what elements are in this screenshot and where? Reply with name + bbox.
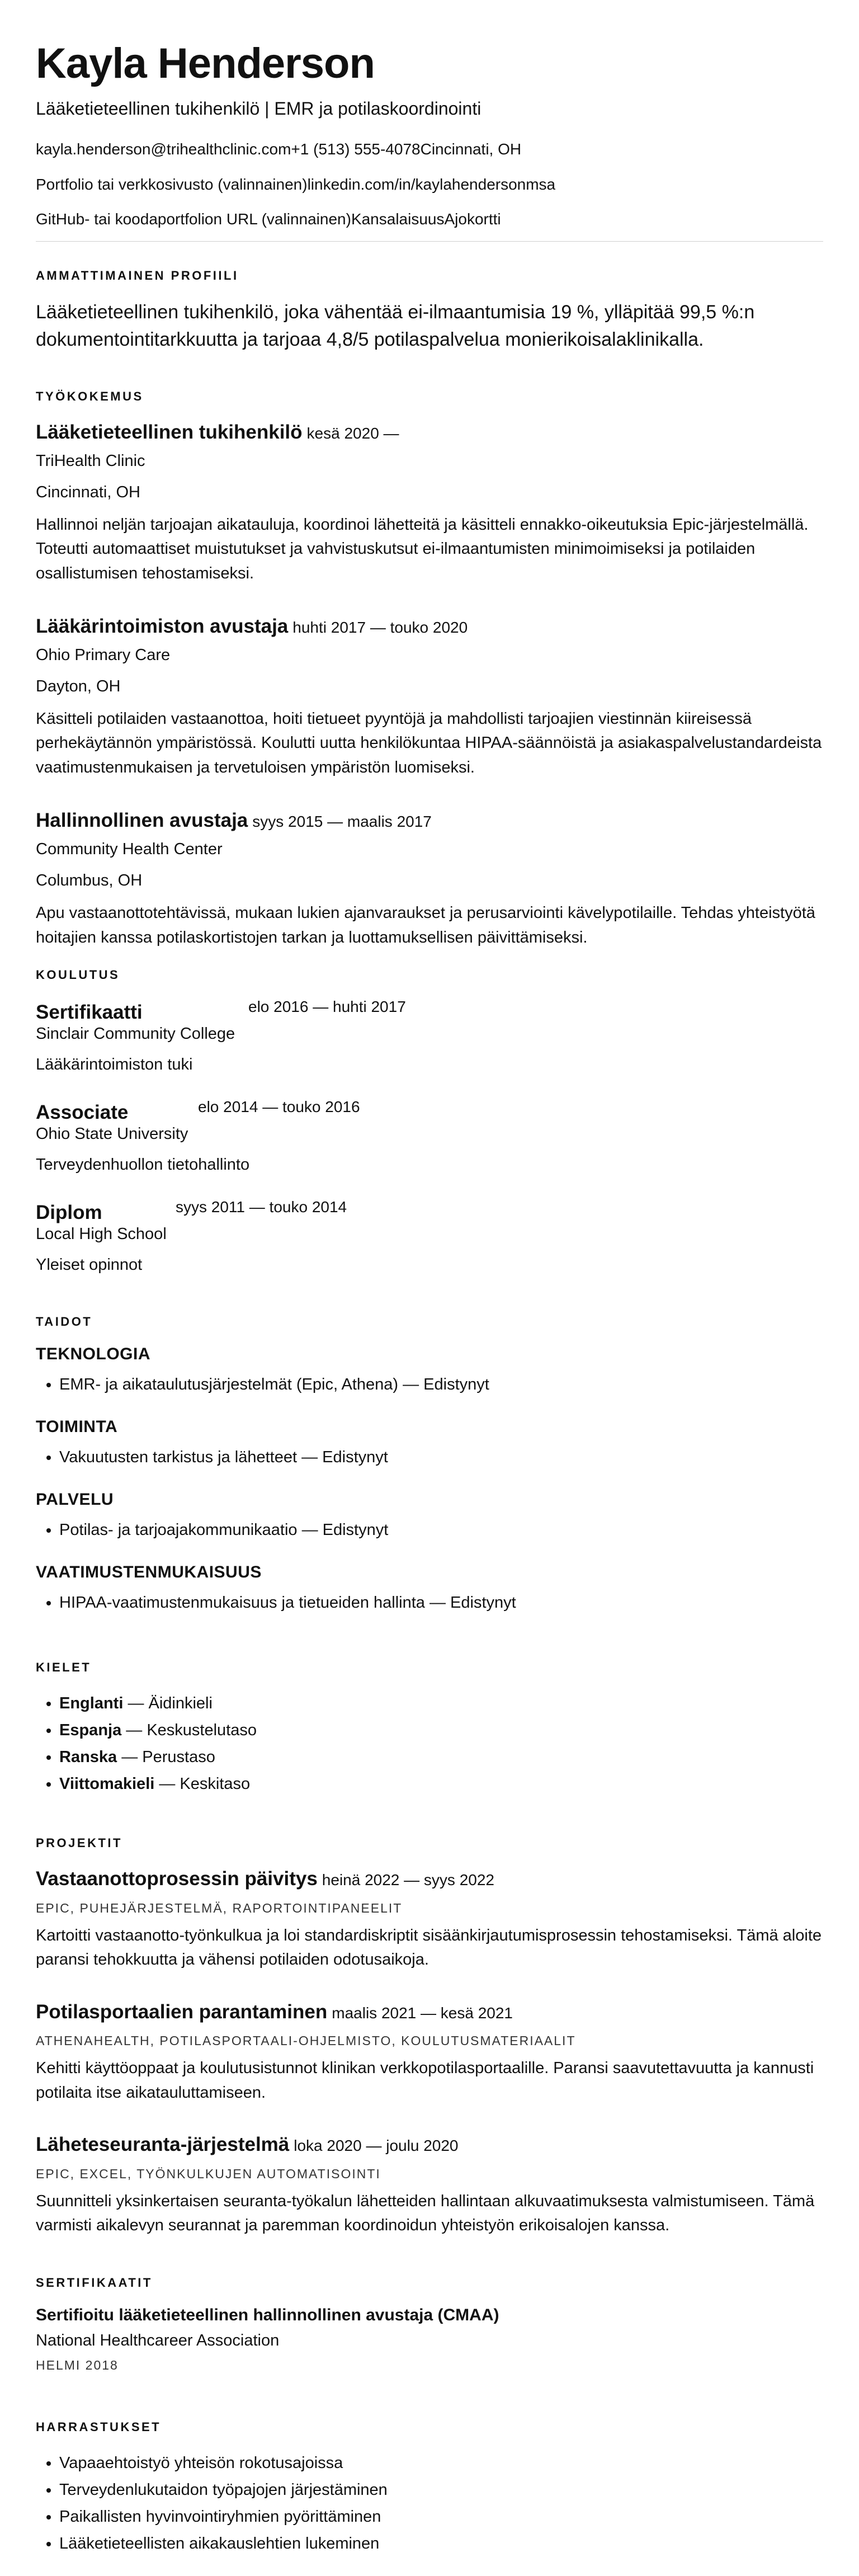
language-level: — Keskustelutaso (121, 1721, 257, 1739)
certification-name: Sertifioitu lääketieteellinen hallinnollinen avustaja (CMAA) (36, 2306, 499, 2324)
skill-list (36, 1590, 823, 1617)
contact-email[interactable]: kayla.henderson@trihealthclinic.com (36, 140, 291, 158)
skill-item: • Vakuutusten tarkistus ja lähetteet — Edistynyt (59, 1444, 823, 1471)
project-tech: EPIC, PUHEJÄRJESTELMÄ, RAPORTOINTIPANEELIT (36, 1900, 403, 1915)
job-company: TriHealth Clinic (36, 451, 145, 470)
education-school: Local High School (36, 1225, 167, 1244)
section-title: TAIDOT (36, 1315, 93, 1329)
contact-drivers-license: Ajokortti (444, 210, 501, 228)
interest-item: • Paikallisten hyvinvointiryhmien pyörittäminen (59, 2504, 823, 2531)
profile-section (36, 269, 823, 354)
language-level: — Äidinkieli (123, 1694, 213, 1712)
section-title: SERTIFIKAATIT (36, 2276, 153, 2290)
project-tech: EPIC, EXCEL, TYÖNKULKUJEN AUTOMATISOINTI (36, 2166, 381, 2181)
language-item (59, 1744, 823, 1771)
job-entry (36, 420, 823, 586)
skill-category: TOIMINTA (36, 1417, 118, 1436)
language-name: Ranska (59, 1748, 117, 1766)
job-title: Lääkärintoimiston avustaja (36, 615, 289, 638)
contact-phone[interactable]: +1 (513) 555-4078 (291, 140, 421, 158)
job-dates: huhti 2017 — touko 2020 (292, 619, 468, 637)
education-field: Yleiset opinnot (36, 1255, 143, 1274)
section-title: TYÖKOKEMUS (36, 389, 144, 403)
experience-section (36, 389, 823, 950)
skill-category: VAATIMUSTENMUKAISUUS (36, 1562, 262, 1581)
project-description: Kartoitti vastaanotto-työnkulkua ja loi standardiskriptit sisäänkirjautumisprosessin tehostamiseksi. Tämä aloite paransi tehokkuutta ja vähensi potilaiden odotusaikoja. (36, 1926, 822, 1969)
project-description: Suunnitteli yksinkertaisen seuranta-työkalun lähetteiden hallintaan alkuvaatimuksesta valmistumiseen. Tämä varmisti aikalevyn seurannat ja paremman koordinoidun yhteistyön erikoisalojen kanssa. (36, 2192, 815, 2234)
skill-category: TEKNOLOGIA (36, 1345, 150, 1363)
projects-section (36, 1836, 823, 2265)
project-title: Läheteseuranta-järjestelmä (36, 2134, 290, 2155)
interest-item: • Lääketieteellisten aikakauslehtien lukeminen (59, 2531, 823, 2558)
language-list (36, 1690, 823, 1797)
skill-list (36, 1444, 823, 1471)
skill-list (36, 1372, 823, 1398)
contact-location: Cincinnati, OH (420, 140, 522, 158)
contact-line-2 (36, 175, 823, 195)
job-dates: syys 2015 — maalis 2017 (252, 813, 432, 831)
language-item (59, 1717, 823, 1744)
certifications-section (36, 2276, 823, 2373)
job-title: Lääketieteellinen tukihenkilö (36, 421, 303, 443)
contact-line-3 (36, 209, 823, 229)
certification-date: HELMI 2018 (36, 2358, 119, 2372)
interest-item: • Terveydenlukutaidon työpajojen järjestäminen (59, 2477, 823, 2504)
project-title: Potilasportaalien parantaminen (36, 2000, 328, 2023)
contact-line-1 (36, 139, 823, 159)
language-item (59, 1690, 823, 1717)
contact-github[interactable]: GitHub- tai koodaportfolion URL (valinnainen) (36, 210, 351, 228)
job-description: Hallinnoi neljän tarjoajan aikatauluja, koordinoi lähetteitä ja käsitteli ennakko-oikeutuksia Epic-järjestelmällä. Toteutti automaattiset muistutukset ja vahvistuskutsut ei-ilmaantumisten minimoimiseksi ja potilaiden osallistumisen tehostamiseksi. (36, 515, 809, 582)
skill-item: • EMR- ja aikataulutusjärjestelmät (Epic, Athena) — Edistynyt (59, 1372, 823, 1398)
skill-item: • Potilas- ja tarjoajakommunikaatio — Edistynyt (59, 1517, 823, 1544)
header-divider (36, 241, 823, 242)
resume-header (36, 41, 823, 242)
education-dates: elo 2016 — huhti 2017 (248, 998, 406, 1015)
education-section (36, 968, 823, 1299)
education-field: Terveydenhuollon tietohallinto (36, 1155, 250, 1174)
education-dates: syys 2011 — touko 2014 (176, 1198, 347, 1216)
interests-section (36, 2420, 823, 2576)
education-entry (36, 1198, 823, 1276)
job-entry (36, 808, 823, 950)
project-dates: heinä 2022 — syys 2022 (322, 1871, 495, 1889)
language-name: Englanti (59, 1694, 124, 1712)
section-title: PROJEKTIT (36, 1836, 122, 1850)
job-location: Dayton, OH (36, 677, 121, 696)
interest-item: • Vapaaehtoistyö yhteisön rokotusajoissa (59, 2450, 823, 2477)
headline: Lääketieteellinen tukihenkilö | EMR ja potilaskoordinointi (36, 98, 482, 119)
job-title: Hallinnollinen avustaja (36, 809, 248, 832)
education-dates: elo 2014 — touko 2016 (198, 1098, 360, 1116)
certification-issuer: National Healthcareer Association (36, 2332, 280, 2349)
education-degree: Sertifikaatti (36, 1001, 143, 1023)
education-entry (36, 998, 823, 1076)
candidate-name: Kayla Henderson (36, 40, 375, 87)
project-entry (36, 2132, 823, 2238)
education-school: Sinclair Community College (36, 1025, 235, 1043)
education-degree: Diplom (36, 1202, 102, 1224)
language-name: Viittomakieli (59, 1774, 155, 1793)
project-title: Vastaanottoprosessin päivitys (36, 1868, 318, 1890)
project-entry (36, 1999, 823, 2106)
job-description: Käsitteli potilaiden vastaanottoa, hoiti tietueet pyyntöjä ja mahdollisti tarjoajien viestinnän kiireisessä perhekäytännön ympäristössä. Koulutti uutta henkilökuntaa HIPAA-säännöistä ja asiakaspalvelustandardeista vaatimustenmukaisen ja tervetuloisen ympäristön luomiseksi. (36, 709, 822, 776)
job-description: Apu vastaanottotehtävissä, mukaan lukien ajanvaraukset ja perusarviointi kävelypotilaille. Tehdas yhteistyötä hoitajien kanssa potilaskortistojen tarkan ja luottamuksellisen päivittämiseksi. (36, 904, 815, 946)
education-school: Ohio State University (36, 1125, 188, 1143)
project-entry (36, 1866, 823, 1972)
job-location: Columbus, OH (36, 872, 143, 890)
section-title: HARRASTUKSET (36, 2420, 162, 2434)
job-company: Community Health Center (36, 840, 223, 858)
project-dates: loka 2020 — joulu 2020 (294, 2137, 459, 2154)
education-degree: Associate (36, 1101, 129, 1124)
job-entry (36, 614, 823, 780)
interest-list (36, 2450, 823, 2557)
job-dates: kesä 2020 — (306, 425, 399, 442)
skill-category: PALVELU (36, 1490, 114, 1509)
contact-linkedin[interactable]: linkedin.com/in/kaylahendersonmsa (307, 175, 556, 193)
skill-item: • HIPAA-vaatimustenmukaisuus ja tietueiden hallinta — Edistynyt (59, 1590, 823, 1617)
project-description: Kehitti käyttöoppaat ja koulutusistunnot klinikan verkkopotilasportaalille. Paransi saavutettavuutta ja kannusti potilaita itse aikatauluttamiseen. (36, 2059, 814, 2102)
project-dates: maalis 2021 — kesä 2021 (332, 2004, 513, 2022)
education-entry (36, 1098, 823, 1176)
language-name: Espanja (59, 1721, 122, 1739)
skill-list (36, 1517, 823, 1544)
skills-section (36, 1315, 823, 1635)
section-title: KOULUTUS (36, 968, 120, 982)
education-field: Lääkärintoimiston tuki (36, 1055, 193, 1073)
language-level: — Keskitaso (154, 1774, 251, 1793)
language-level: — Perustaso (117, 1748, 215, 1766)
project-tech: ATHENAHEALTH, POTILASPORTAALI-OHJELMISTO, KOULUTUSMATERIAALIT (36, 2033, 576, 2048)
section-title: AMMATTIMAINEN PROFIILI (36, 269, 239, 282)
section-title: KIELET (36, 1660, 92, 1674)
profile-text: Lääketieteellinen tukihenkilö, joka vähentää ei-ilmaantumisia 19 %, ylläpitää 99,5 %:n dokumentointitarkkuutta ja tarjoaa 4,8/5 potilaspalvelua monierikoisalaklinikalla. (36, 302, 755, 351)
job-location: Cincinnati, OH (36, 483, 140, 502)
contact-citizenship: Kansalaisuus (351, 210, 445, 228)
job-company: Ohio Primary Care (36, 646, 171, 664)
languages-section (36, 1660, 823, 1816)
contact-portfolio[interactable]: Portfolio tai verkkosivusto (valinnainen) (36, 175, 308, 193)
language-item (59, 1771, 823, 1798)
